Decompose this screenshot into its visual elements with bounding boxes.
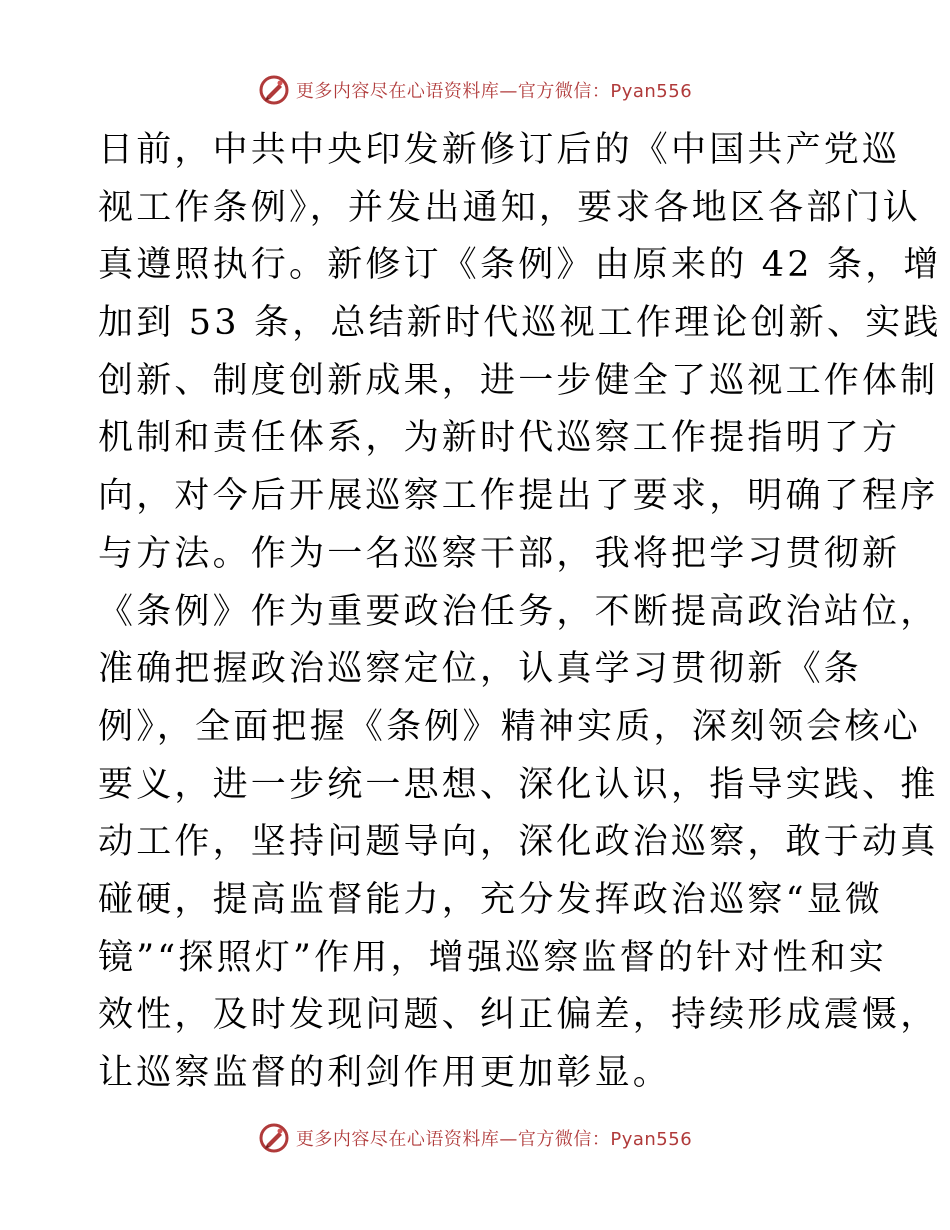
header-banner-text: 更多内容尽在心语资料库—官方微信：Pyan556 — [295, 81, 693, 102]
body-line: 例》，全面把握《条例》精神实质，深刻领会核心 — [98, 706, 921, 747]
body-line: 与方法。作为一名巡察干部，我将把学习贯彻新 — [98, 533, 901, 574]
footer-banner-text: 更多内容尽在心语资料库—官方微信：Pyan556 — [295, 1129, 693, 1150]
pen-seal-logo-icon — [258, 74, 290, 106]
body-line: 要义，进一步统一思想、深化认识，指导实践、推 — [98, 764, 939, 805]
footer-banner — [0, 1118, 950, 1158]
body-line: 日前，中共中央印发新修订后的《中国共产党巡 — [98, 130, 901, 170]
body-line: 向，对今后开展巡察工作提出了要求，明确了程序 — [98, 476, 939, 517]
body-line: 视工作条例》，并发出通知，要求各地区各部门认 — [98, 187, 921, 228]
body-line: 真遵照执行。新修订《条例》由原来的 42 条，增 — [98, 245, 942, 286]
body-line: 准确把握政治巡察定位，认真学习贯彻新《条 — [98, 649, 863, 690]
body-line: 碰硬，提高监督能力，充分发挥政治巡察“显微 — [98, 879, 884, 920]
body-line: 效性，及时发现问题、纠正偏差，持续形成震慑， — [98, 995, 939, 1036]
body-line: 让巡察监督的利剑作用更加彰显。 — [98, 1053, 672, 1093]
body-line: 创新、制度创新成果，进一步健全了巡视工作体制 — [98, 360, 939, 401]
body-line: 动工作，坚持问题导向，深化政治巡察，敢于动真 — [98, 822, 939, 863]
body-line: 加到 53 条，总结新时代巡视工作理论创新、实践 — [98, 303, 942, 344]
header-banner — [0, 70, 950, 110]
body-line: 《条例》作为重要政治任务，不断提高政治站位， — [98, 591, 939, 632]
pen-seal-logo-icon — [258, 1122, 290, 1154]
document-body — [98, 122, 942, 1103]
body-line: 机制和责任体系，为新时代巡察工作提指明了方 — [98, 418, 901, 459]
body-line: 镜”“探照灯”作用，增强巡察监督的针对性和实 — [98, 937, 888, 978]
